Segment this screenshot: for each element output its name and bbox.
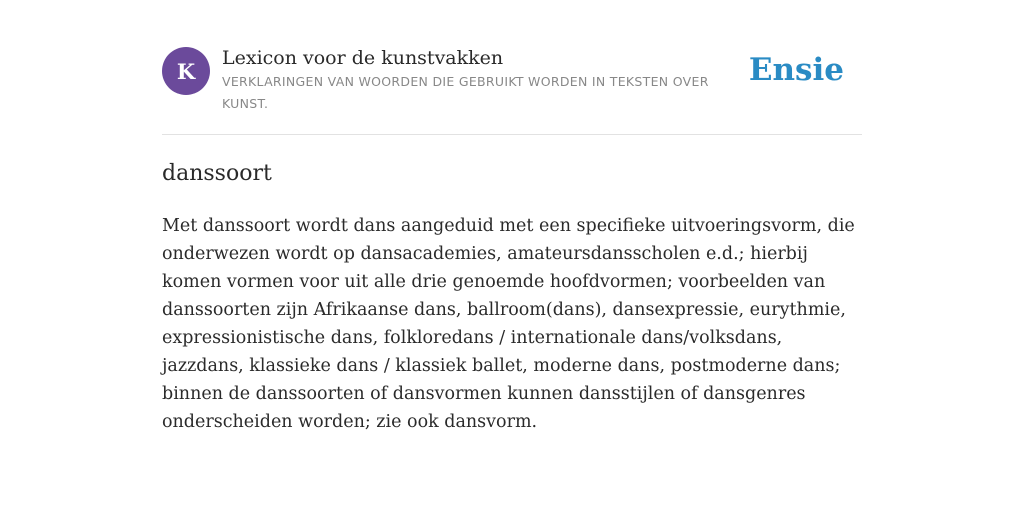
lexicon-header [162,46,862,135]
entry-definition: Met danssoort wordt dans aangeduid met een specifieke uitvoeringsvorm, die onderwezen wordt op dansacademies, amateursdansscholen e.d.; hierbij komen vormen voor uit alle drie genoemde hoofdvormen; voorbeelden van danssoorten zijn Afrikaanse dans, ballroom(dans), dansexpressie, eurythmie, expressionistische dans, folkloredans / internationale dans/volksdans, jazzdans, klassieke dans / klassiek ballet, moderne dans, postmoderne dans; binnen de danssoorten of dansvormen kunnen dansstijlen of dansgenres onderscheiden worden; zie ook dansvorm. [162,216,855,432]
entry-term: danssoort [162,161,272,186]
lexicon-title[interactable]: Lexicon voor de kunstvakken [222,47,504,69]
lexicon-avatar[interactable]: K [162,47,210,95]
page [162,0,862,436]
ensie-logo-link[interactable]: Ensie [748,52,844,88]
lexicon-subtitle: VERKLARINGEN VAN WOORDEN DIE GEBRUIKT WORDEN IN TEKSTEN OVER KUNST. [222,74,709,111]
lexicon-titles [222,46,732,115]
